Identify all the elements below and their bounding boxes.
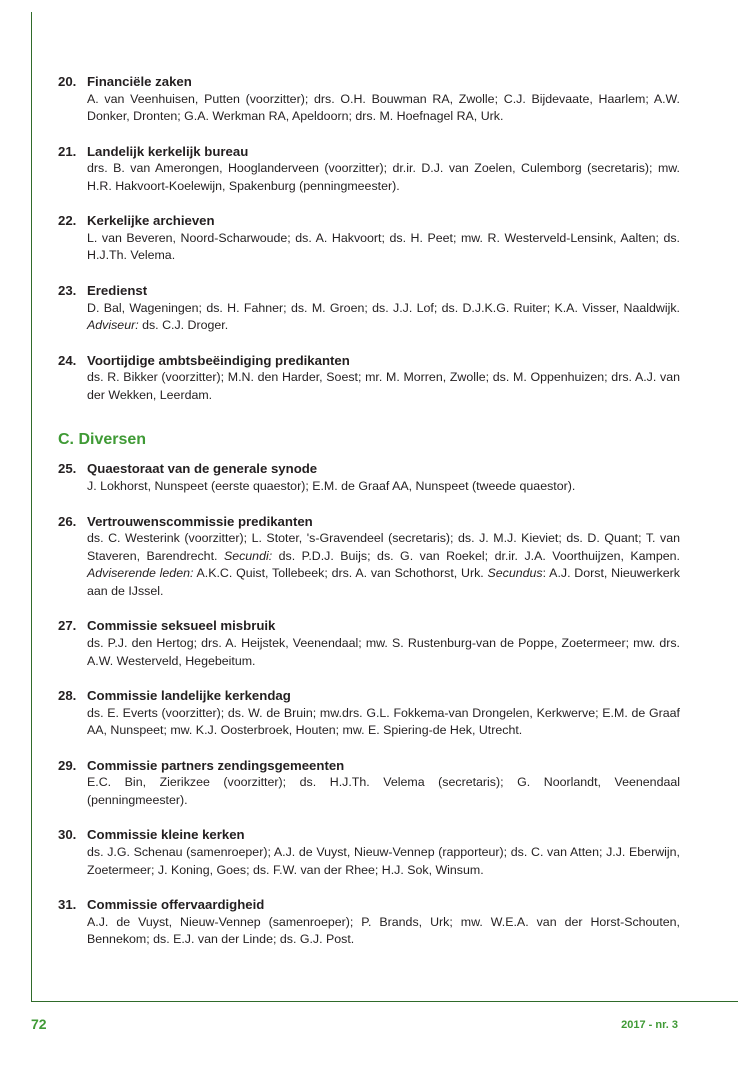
entry-title: Landelijk kerkelijk bureau	[87, 143, 249, 159]
role-label: Adviserende leden:	[87, 566, 194, 581]
members-text: ds. C. Westerink (voorzitter); L. Stoter, 's-Gravendeel (secretaris); ds. J. M.J. Kieviet; ds. D. Quant; T. van Staveren, Barendrecht.	[87, 531, 680, 563]
entry-number: 25.	[58, 461, 77, 477]
role-label: Adviseur:	[87, 318, 139, 333]
entry-title: Eredienst	[87, 283, 148, 299]
entry-members	[87, 160, 680, 195]
entry-title: Kerkelijke archieven	[87, 213, 215, 229]
members-text: D. Bal, Wageningen; ds. H. Fahner; ds. M. Groen; ds. J.J. Lof; ds. D.J.K.G. Ruiter; K.A. Visser, Naaldwijk.	[87, 300, 680, 315]
committee-entry	[58, 617, 680, 670]
entry-members	[87, 91, 680, 126]
entry-number: 21.	[58, 143, 77, 159]
members-text: A. van Veenhuisen, Putten (voorzitter); drs. O.H. Bouwman RA, Zwolle; C.J. Bijdevaate, Haarlem; A.W. Donker, Dronten; G.A. Werkman RA, Apeldoorn; drs. M. Hoefnagel RA, Urk.	[87, 91, 680, 124]
members-text: ds. C.J. Droger.	[138, 318, 229, 333]
entry-title: Commissie offervaardigheid	[87, 897, 265, 913]
committee-entry	[58, 513, 680, 601]
entry-number: 26.	[58, 513, 77, 529]
committee-entry	[58, 143, 680, 196]
entry-number: 29.	[58, 757, 77, 773]
committee-entry	[58, 212, 680, 265]
entry-title: Commissie seksueel misbruik	[87, 618, 276, 634]
entry-number: 27.	[58, 618, 77, 634]
entry-members	[87, 478, 680, 496]
entry-title: Commissie kleine kerken	[87, 827, 245, 843]
committee-entry	[58, 687, 680, 740]
entry-number: 22.	[58, 213, 77, 229]
entry-members	[87, 635, 680, 670]
entry-members	[87, 844, 680, 879]
members-text: ds. P.J. den Hertog; drs. A. Heijstek, Veenendaal; mw. S. Rustenburg-van de Poppe, Zoetermeer; mw. drs. A.W. Westerveld, Hegebeitum.	[87, 635, 680, 668]
entry-number: 24.	[58, 352, 77, 368]
members-text: ds. P.D.J. Buijs; ds. G. van Roekel; dr.ir. J.A. Voorthuijzen, Kampen.	[272, 548, 680, 563]
members-text: ds. J.G. Schenau (samenroeper); A.J. de Vuyst, Nieuw-Vennep (rapporteur); ds. C. van Atten; J.J. Eberwijn, Zoetermeer; J. Koning, Goes; ds. F.W. van der Rhee; H.J. Sok, Winsum.	[87, 844, 680, 877]
entry-members	[87, 530, 680, 600]
entry-members	[87, 774, 680, 809]
entry-number: 20.	[58, 74, 77, 89]
members-text: E.C. Bin, Zierikzee (voorzitter); ds. H.J.Th. Velema (secretaris); G. Noorlandt, Veenendaal (penningmeester).	[87, 775, 680, 807]
role-label: Secundus	[487, 566, 543, 581]
role-label: Secundi:	[223, 548, 273, 563]
members-text: J. Lokhorst, Nunspeet (eerste quaestor); E.M. de Graaf AA, Nunspeet (tweede quaestor).	[87, 478, 576, 493]
members-text: drs. B. van Amerongen, Hooglanderveen (voorzitter); dr.ir. D.J. van Zoelen, Culemborg (secretaris); mw. H.R. Hakvoort-Koelewijn, Spakenburg (penningmeester).	[87, 161, 680, 193]
committee-entry	[58, 460, 680, 495]
page-number: 72	[31, 1016, 47, 1032]
entry-members	[87, 369, 680, 404]
entry-members	[87, 705, 680, 740]
entry-title: Financiële zaken	[87, 74, 192, 89]
committee-entry	[58, 757, 680, 810]
page-content	[58, 73, 680, 966]
entry-number: 31.	[58, 897, 77, 913]
members-text: ds. E. Everts (voorzitter); ds. W. de Bruin; mw.drs. G.L. Fokkema-van Drongelen, Kerkwerve; E.M. de Graaf AA, Nunspeet; mw. K.J. Oosterbroek, Houten; mw. E. Spiering-de Hek, Utrecht.	[87, 705, 680, 738]
committee-entry	[58, 73, 680, 126]
members-text: ds. R. Bikker (voorzitter); M.N. den Harder, Soest; mr. M. Morren, Zwolle; ds. M. Oppenhuizen; drs. A.J. van der Wekken, Leerdam.	[87, 370, 680, 402]
committee-entry	[58, 282, 680, 335]
entry-number: 28.	[58, 688, 77, 704]
members-text: A.J. de Vuyst, Nieuw-Vennep (samenroeper); P. Brands, Urk; mw. W.E.A. van der Horst-Schouten, Bennekom; ds. E.J. van der Linde; ds. G.J. Post.	[87, 914, 680, 947]
entry-number: 23.	[58, 283, 77, 299]
members-text: A.K.C. Quist, Tollebeek; drs. A. van Schothorst, Urk.	[193, 566, 488, 581]
committee-list-part-2	[58, 460, 680, 948]
entry-title: Quaestoraat van de generale synode	[87, 461, 318, 477]
footer-rule	[31, 1001, 738, 1002]
entry-number: 30.	[58, 827, 77, 843]
entry-members	[87, 300, 680, 335]
members-text: L. van Beveren, Noord-Scharwoude; ds. A. Hakvoort; ds. H. Peet; mw. R. Westerveld-Lensink, Aalten; ds. H.J.Th. Velema.	[87, 230, 680, 263]
issue-label: 2017 - nr. 3	[621, 1019, 678, 1031]
committee-list-part-1	[58, 73, 680, 404]
entry-title: Vertrouwenscommissie predikanten	[87, 513, 313, 529]
section-heading-c: C. Diversen	[58, 431, 147, 449]
entry-title: Voortijdige ambtsbeëindiging predikanten	[87, 352, 350, 368]
entry-title: Commissie partners zendingsgemeenten	[87, 757, 345, 773]
committee-entry	[58, 826, 680, 879]
members-text: : A.J. Dorst, Nieuwerkerk aan de IJssel.	[87, 566, 680, 598]
committee-entry	[58, 896, 680, 949]
left-margin-rule	[31, 12, 32, 1002]
entry-members	[87, 914, 680, 949]
entry-members	[87, 230, 680, 265]
committee-entry	[58, 352, 680, 405]
entry-title: Commissie landelijke kerkendag	[87, 688, 291, 704]
